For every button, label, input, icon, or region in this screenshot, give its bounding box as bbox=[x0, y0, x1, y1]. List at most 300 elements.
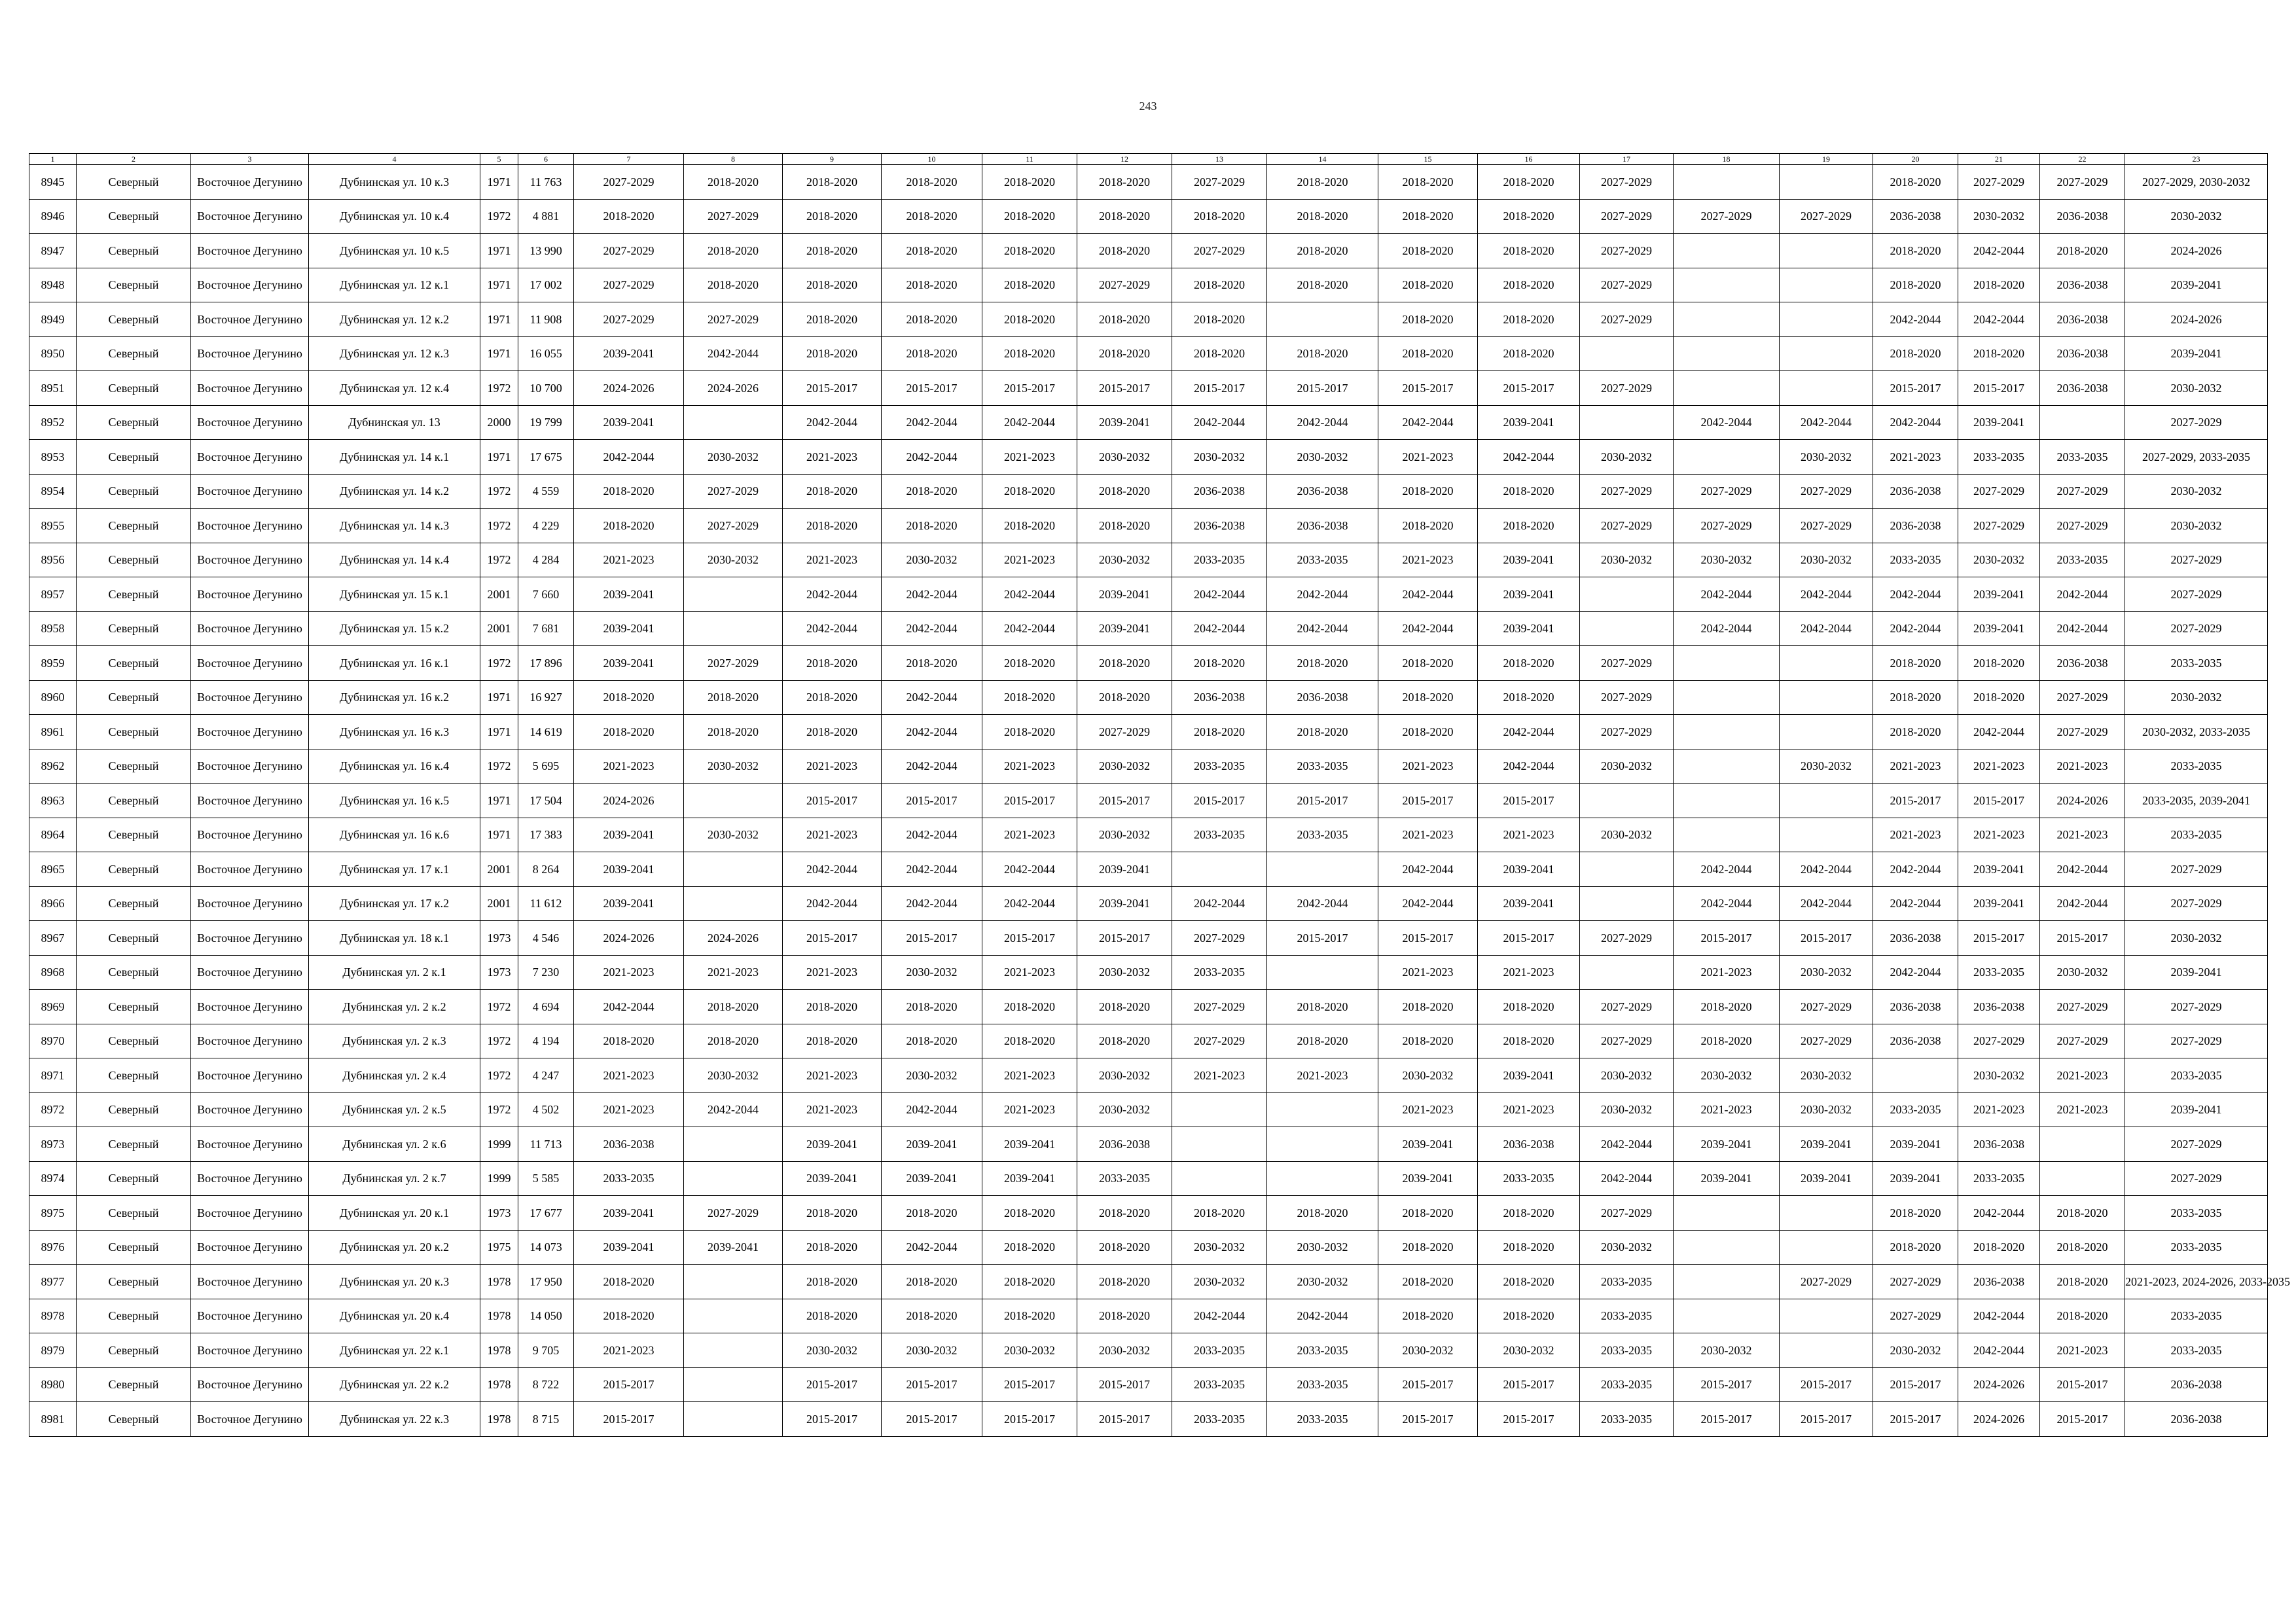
period-cell: 2018-2020 bbox=[1873, 336, 1958, 371]
period-cell: 2018-2020 bbox=[574, 680, 684, 715]
table-row bbox=[29, 1058, 2268, 1093]
period-cell: 2033-2035 bbox=[1580, 1333, 1674, 1368]
area-cell: Восточное Дегунино bbox=[191, 336, 309, 371]
period-cell: 2030-2032 bbox=[1077, 1333, 1172, 1368]
period-cell: 2030-2032 bbox=[1478, 1333, 1580, 1368]
column-number: 17 bbox=[1580, 154, 1674, 165]
period-cell: 2036-2038 bbox=[1267, 474, 1378, 509]
address-cell: Дубнинская ул. 10 к.4 bbox=[309, 199, 480, 234]
period-cell: 2036-2038 bbox=[1873, 1024, 1958, 1058]
period-cell: 2024-2026 bbox=[1958, 1367, 2040, 1402]
period-cell: 2018-2020 bbox=[982, 302, 1077, 337]
period-cell: 2021-2023 bbox=[982, 749, 1077, 784]
period-cell: 2030-2032 bbox=[1378, 1058, 1478, 1093]
period-cell: 2021-2023 bbox=[574, 1092, 684, 1127]
district-cell: Северный bbox=[77, 784, 191, 818]
period-cell: 2021-2023 bbox=[1873, 818, 1958, 852]
period-cell: 2042-2044 bbox=[783, 886, 882, 921]
address-cell: Дубнинская ул. 22 к.3 bbox=[309, 1402, 480, 1437]
period-cell bbox=[1580, 611, 1674, 646]
period-cell: 2018-2020 bbox=[1478, 474, 1580, 509]
period-cell: 2042-2044 bbox=[1478, 440, 1580, 475]
year-cell: 1972 bbox=[480, 543, 518, 577]
period-cell: 2042-2044 bbox=[1580, 1161, 1674, 1196]
period-cell: 2042-2044 bbox=[982, 852, 1077, 887]
period-cell: 2039-2041 bbox=[574, 886, 684, 921]
period-cell: 2018-2020 bbox=[1077, 680, 1172, 715]
district-cell: Северный bbox=[77, 474, 191, 509]
period-cell: 2018-2020 bbox=[882, 474, 982, 509]
period-cell: 2015-2017 bbox=[1378, 784, 1478, 818]
row-number-cell: 8959 bbox=[29, 646, 77, 681]
period-cell: 2021-2023 bbox=[982, 818, 1077, 852]
table-row bbox=[29, 646, 2268, 681]
area-cell: Восточное Дегунино bbox=[191, 784, 309, 818]
period-cell: 2027-2029 bbox=[1580, 165, 1674, 200]
period-cell: 2027-2029 bbox=[684, 199, 783, 234]
period-cell: 2030-2032 bbox=[982, 1333, 1077, 1368]
period-cell bbox=[1674, 1299, 1780, 1333]
address-cell: Дубнинская ул. 16 к.5 bbox=[309, 784, 480, 818]
address-cell: Дубнинская ул. 14 к.1 bbox=[309, 440, 480, 475]
period-cell: 2027-2029 bbox=[1580, 371, 1674, 406]
row-number-cell: 8954 bbox=[29, 474, 77, 509]
address-cell: Дубнинская ул. 16 к.6 bbox=[309, 818, 480, 852]
period-cell: 2030-2032 bbox=[2125, 199, 2268, 234]
period-cell: 2018-2020 bbox=[1172, 199, 1267, 234]
period-cell: 2042-2044 bbox=[1780, 886, 1873, 921]
area-value-cell: 19 799 bbox=[518, 405, 574, 440]
period-cell: 2033-2035 bbox=[2125, 1333, 2268, 1368]
period-cell bbox=[1674, 1230, 1780, 1265]
period-cell bbox=[1580, 336, 1674, 371]
period-cell: 2042-2044 bbox=[684, 1092, 783, 1127]
period-cell: 2018-2020 bbox=[684, 990, 783, 1024]
period-cell: 2033-2035 bbox=[574, 1161, 684, 1196]
year-cell: 1999 bbox=[480, 1161, 518, 1196]
year-cell: 1972 bbox=[480, 990, 518, 1024]
period-cell: 2018-2020 bbox=[574, 715, 684, 749]
period-cell: 2018-2020 bbox=[574, 1024, 684, 1058]
period-cell: 2018-2020 bbox=[574, 474, 684, 509]
period-cell: 2015-2017 bbox=[1077, 371, 1172, 406]
year-cell: 1972 bbox=[480, 509, 518, 543]
district-cell: Северный bbox=[77, 1333, 191, 1368]
column-number-row bbox=[29, 154, 2268, 165]
period-cell: 2015-2017 bbox=[1674, 921, 1780, 956]
period-cell: 2030-2032 bbox=[882, 1058, 982, 1093]
period-cell: 2039-2041 bbox=[574, 818, 684, 852]
year-cell: 1972 bbox=[480, 1058, 518, 1093]
district-cell: Северный bbox=[77, 440, 191, 475]
period-cell: 2027-2029 bbox=[1580, 199, 1674, 234]
period-cell: 2021-2023 bbox=[1378, 818, 1478, 852]
column-number: 1 bbox=[29, 154, 77, 165]
period-cell: 2039-2041 bbox=[1077, 405, 1172, 440]
period-cell: 2042-2044 bbox=[1780, 405, 1873, 440]
period-cell: 2018-2020 bbox=[783, 1265, 882, 1299]
row-number-cell: 8947 bbox=[29, 234, 77, 268]
period-cell: 2027-2029 bbox=[1674, 474, 1780, 509]
district-cell: Северный bbox=[77, 715, 191, 749]
period-cell: 2039-2041 bbox=[1378, 1127, 1478, 1162]
period-cell: 2042-2044 bbox=[1873, 302, 1958, 337]
period-cell: 2042-2044 bbox=[1873, 955, 1958, 990]
period-cell: 2039-2041 bbox=[574, 852, 684, 887]
period-cell: 2033-2035 bbox=[1958, 1161, 2040, 1196]
row-number-cell: 8952 bbox=[29, 405, 77, 440]
period-cell: 2033-2035 bbox=[1267, 543, 1378, 577]
period-cell: 2030-2032 bbox=[1780, 1058, 1873, 1093]
period-cell: 2018-2020 bbox=[1478, 199, 1580, 234]
period-cell: 2018-2020 bbox=[882, 1299, 982, 1333]
area-cell: Восточное Дегунино bbox=[191, 818, 309, 852]
table-row bbox=[29, 818, 2268, 852]
period-cell: 2042-2044 bbox=[882, 405, 982, 440]
period-cell: 2033-2035 bbox=[1958, 955, 2040, 990]
table-row bbox=[29, 715, 2268, 749]
column-number: 20 bbox=[1873, 154, 1958, 165]
period-cell: 2018-2020 bbox=[783, 1299, 882, 1333]
period-cell: 2030-2032 bbox=[1077, 440, 1172, 475]
period-cell: 2042-2044 bbox=[982, 886, 1077, 921]
period-cell: 2030-2032 bbox=[1077, 1092, 1172, 1127]
period-cell: 2018-2020 bbox=[2040, 234, 2125, 268]
area-value-cell: 17 677 bbox=[518, 1196, 574, 1231]
period-cell: 2018-2020 bbox=[2040, 1299, 2125, 1333]
period-cell: 2018-2020 bbox=[1378, 1230, 1478, 1265]
period-cell: 2030-2032 bbox=[1674, 1333, 1780, 1368]
table-row bbox=[29, 955, 2268, 990]
period-cell: 2015-2017 bbox=[1478, 1402, 1580, 1437]
period-cell bbox=[684, 784, 783, 818]
period-cell: 2018-2020 bbox=[1267, 715, 1378, 749]
period-cell: 2030-2032 bbox=[1267, 1230, 1378, 1265]
period-cell: 2018-2020 bbox=[1873, 1196, 1958, 1231]
period-cell: 2030-2032 bbox=[684, 1058, 783, 1093]
period-cell: 2039-2041 bbox=[1478, 886, 1580, 921]
period-cell: 2018-2020 bbox=[1077, 1265, 1172, 1299]
period-cell: 2021-2023 bbox=[574, 955, 684, 990]
district-cell: Северный bbox=[77, 302, 191, 337]
period-cell: 2027-2029 bbox=[1580, 474, 1674, 509]
table-row bbox=[29, 234, 2268, 268]
period-cell: 2018-2020 bbox=[982, 268, 1077, 302]
period-cell bbox=[1267, 1092, 1378, 1127]
period-cell: 2027-2029 bbox=[574, 165, 684, 200]
period-cell: 2015-2017 bbox=[982, 784, 1077, 818]
period-cell: 2027-2029 bbox=[1958, 474, 2040, 509]
period-cell: 2015-2017 bbox=[882, 1367, 982, 1402]
period-cell: 2027-2029 bbox=[1172, 921, 1267, 956]
period-cell: 2042-2044 bbox=[882, 852, 982, 887]
district-cell: Северный bbox=[77, 990, 191, 1024]
period-cell: 2033-2035 bbox=[1077, 1161, 1172, 1196]
column-number: 7 bbox=[574, 154, 684, 165]
period-cell: 2015-2017 bbox=[1478, 1367, 1580, 1402]
period-cell bbox=[1674, 1265, 1780, 1299]
address-cell: Дубнинская ул. 2 к.2 bbox=[309, 990, 480, 1024]
table-row bbox=[29, 474, 2268, 509]
period-cell bbox=[684, 405, 783, 440]
period-cell: 2021-2023 bbox=[2040, 818, 2125, 852]
period-cell: 2036-2038 bbox=[2125, 1367, 2268, 1402]
period-cell: 2024-2026 bbox=[574, 784, 684, 818]
period-cell: 2018-2020 bbox=[982, 509, 1077, 543]
table-row bbox=[29, 1402, 2268, 1437]
period-cell: 2018-2020 bbox=[882, 1196, 982, 1231]
year-cell: 2001 bbox=[480, 611, 518, 646]
period-cell: 2039-2041 bbox=[1077, 852, 1172, 887]
period-cell: 2033-2035 bbox=[2040, 543, 2125, 577]
period-cell: 2030-2032 bbox=[1580, 1230, 1674, 1265]
period-cell: 2018-2020 bbox=[882, 268, 982, 302]
address-cell: Дубнинская ул. 18 к.1 bbox=[309, 921, 480, 956]
row-number-cell: 8948 bbox=[29, 268, 77, 302]
period-cell: 2042-2044 bbox=[1873, 577, 1958, 612]
period-cell: 2042-2044 bbox=[1873, 886, 1958, 921]
period-cell: 2015-2017 bbox=[1478, 784, 1580, 818]
area-cell: Восточное Дегунино bbox=[191, 1161, 309, 1196]
period-cell: 2021-2023 bbox=[2040, 1058, 2125, 1093]
period-cell: 2027-2029 bbox=[2125, 1161, 2268, 1196]
period-cell: 2030-2032 bbox=[2125, 509, 2268, 543]
period-cell: 2024-2026 bbox=[2125, 234, 2268, 268]
period-cell: 2018-2020 bbox=[1958, 268, 2040, 302]
area-value-cell: 13 990 bbox=[518, 234, 574, 268]
period-cell: 2033-2035 bbox=[1172, 1402, 1267, 1437]
period-cell bbox=[1674, 268, 1780, 302]
period-cell: 2027-2029 bbox=[2125, 1024, 2268, 1058]
period-cell: 2015-2017 bbox=[982, 371, 1077, 406]
period-cell: 2018-2020 bbox=[982, 1265, 1077, 1299]
period-cell: 2018-2020 bbox=[1478, 990, 1580, 1024]
area-value-cell: 17 950 bbox=[518, 1265, 574, 1299]
period-cell: 2015-2017 bbox=[882, 784, 982, 818]
period-cell: 2018-2020 bbox=[1478, 234, 1580, 268]
period-cell: 2021-2023 bbox=[783, 1092, 882, 1127]
table-row bbox=[29, 509, 2268, 543]
period-cell: 2024-2026 bbox=[574, 921, 684, 956]
period-cell: 2042-2044 bbox=[783, 611, 882, 646]
period-cell: 2018-2020 bbox=[1378, 268, 1478, 302]
period-cell: 2018-2020 bbox=[783, 302, 882, 337]
period-cell: 2042-2044 bbox=[1958, 234, 2040, 268]
column-number: 18 bbox=[1674, 154, 1780, 165]
period-cell: 2039-2041 bbox=[574, 1196, 684, 1231]
period-cell: 2018-2020 bbox=[1378, 234, 1478, 268]
period-cell: 2018-2020 bbox=[1077, 990, 1172, 1024]
row-number-cell: 8981 bbox=[29, 1402, 77, 1437]
period-cell: 2015-2017 bbox=[1873, 1402, 1958, 1437]
period-cell: 2018-2020 bbox=[1478, 1265, 1580, 1299]
period-cell: 2027-2029 bbox=[684, 1196, 783, 1231]
period-cell: 2018-2020 bbox=[1077, 336, 1172, 371]
period-cell: 2042-2044 bbox=[2040, 852, 2125, 887]
period-cell: 2027-2029 bbox=[1580, 268, 1674, 302]
period-cell: 2030-2032 bbox=[2125, 680, 2268, 715]
area-value-cell: 9 705 bbox=[518, 1333, 574, 1368]
period-cell: 2027-2029 bbox=[684, 509, 783, 543]
period-cell: 2030-2032 bbox=[1172, 1230, 1267, 1265]
period-cell: 2033-2035 bbox=[2040, 440, 2125, 475]
district-cell: Северный bbox=[77, 955, 191, 990]
period-cell: 2018-2020 bbox=[1077, 474, 1172, 509]
period-cell: 2021-2023 bbox=[574, 749, 684, 784]
period-cell: 2024-2026 bbox=[2125, 302, 2268, 337]
period-cell: 2030-2032 bbox=[1267, 440, 1378, 475]
address-cell: Дубнинская ул. 17 к.2 bbox=[309, 886, 480, 921]
year-cell: 1973 bbox=[480, 921, 518, 956]
table-row bbox=[29, 302, 2268, 337]
period-cell: 2018-2020 bbox=[1674, 990, 1780, 1024]
period-cell: 2033-2035 bbox=[2125, 1196, 2268, 1231]
period-cell: 2015-2017 bbox=[1077, 921, 1172, 956]
period-cell: 2018-2020 bbox=[1873, 715, 1958, 749]
district-cell: Северный bbox=[77, 234, 191, 268]
period-cell: 2015-2017 bbox=[783, 921, 882, 956]
year-cell: 1972 bbox=[480, 1092, 518, 1127]
period-cell: 2018-2020 bbox=[1172, 646, 1267, 681]
period-cell: 2027-2029 bbox=[574, 302, 684, 337]
district-cell: Северный bbox=[77, 268, 191, 302]
district-cell: Северный bbox=[77, 1127, 191, 1162]
period-cell: 2024-2026 bbox=[684, 371, 783, 406]
period-cell: 2042-2044 bbox=[2040, 611, 2125, 646]
address-cell: Дубнинская ул. 17 к.1 bbox=[309, 852, 480, 887]
year-cell: 1972 bbox=[480, 1024, 518, 1058]
period-cell: 2015-2017 bbox=[1873, 371, 1958, 406]
area-value-cell: 16 927 bbox=[518, 680, 574, 715]
period-cell: 2018-2020 bbox=[1378, 336, 1478, 371]
period-cell: 2039-2041 bbox=[1378, 1161, 1478, 1196]
period-cell bbox=[1674, 1196, 1780, 1231]
period-cell: 2018-2020 bbox=[982, 234, 1077, 268]
column-number: 11 bbox=[982, 154, 1077, 165]
period-cell: 2042-2044 bbox=[684, 336, 783, 371]
period-cell: 2027-2029 bbox=[1580, 1196, 1674, 1231]
period-cell: 2018-2020 bbox=[1478, 1196, 1580, 1231]
period-cell bbox=[684, 1333, 783, 1368]
period-cell: 2039-2041 bbox=[2125, 1092, 2268, 1127]
row-number-cell: 8963 bbox=[29, 784, 77, 818]
area-value-cell: 8 722 bbox=[518, 1367, 574, 1402]
period-cell bbox=[2040, 1127, 2125, 1162]
year-cell: 1971 bbox=[480, 715, 518, 749]
period-cell: 2039-2041 bbox=[2125, 955, 2268, 990]
period-cell: 2033-2035 bbox=[1873, 543, 1958, 577]
period-cell: 2021-2023 bbox=[1172, 1058, 1267, 1093]
period-cell: 2018-2020 bbox=[684, 1024, 783, 1058]
period-cell: 2042-2044 bbox=[1674, 577, 1780, 612]
period-cell: 2027-2029 bbox=[2125, 886, 2268, 921]
period-cell: 2015-2017 bbox=[1378, 1402, 1478, 1437]
row-number-cell: 8964 bbox=[29, 818, 77, 852]
period-cell: 2036-2038 bbox=[2040, 268, 2125, 302]
period-cell: 2042-2044 bbox=[882, 886, 982, 921]
period-cell: 2021-2023 bbox=[1267, 1058, 1378, 1093]
district-cell: Северный bbox=[77, 577, 191, 612]
period-cell: 2039-2041 bbox=[574, 577, 684, 612]
year-cell: 1971 bbox=[480, 302, 518, 337]
period-cell: 2039-2041 bbox=[1958, 405, 2040, 440]
period-cell: 2036-2038 bbox=[1172, 509, 1267, 543]
period-cell: 2021-2023 bbox=[982, 440, 1077, 475]
period-cell: 2018-2020 bbox=[1378, 474, 1478, 509]
period-cell: 2018-2020 bbox=[1077, 646, 1172, 681]
period-cell bbox=[1780, 818, 1873, 852]
table-row bbox=[29, 1127, 2268, 1162]
period-cell: 2015-2017 bbox=[882, 371, 982, 406]
area-cell: Восточное Дегунино bbox=[191, 577, 309, 612]
row-number-cell: 8972 bbox=[29, 1092, 77, 1127]
period-cell: 2030-2032 bbox=[1674, 543, 1780, 577]
period-cell bbox=[1172, 1092, 1267, 1127]
period-cell: 2021-2023 bbox=[1674, 1092, 1780, 1127]
table-row bbox=[29, 680, 2268, 715]
area-cell: Восточное Дегунино bbox=[191, 302, 309, 337]
period-cell: 2018-2020 bbox=[1172, 1196, 1267, 1231]
area-cell: Восточное Дегунино bbox=[191, 1230, 309, 1265]
period-cell: 2036-2038 bbox=[2040, 646, 2125, 681]
period-cell: 2015-2017 bbox=[1873, 784, 1958, 818]
period-cell: 2018-2020 bbox=[982, 990, 1077, 1024]
year-cell: 2001 bbox=[480, 852, 518, 887]
column-number: 14 bbox=[1267, 154, 1378, 165]
period-cell: 2021-2023 bbox=[783, 543, 882, 577]
period-cell: 2033-2035 bbox=[1267, 1333, 1378, 1368]
period-cell: 2033-2035 bbox=[2125, 646, 2268, 681]
period-cell: 2018-2020 bbox=[684, 165, 783, 200]
area-cell: Восточное Дегунино bbox=[191, 543, 309, 577]
period-cell: 2036-2038 bbox=[1873, 990, 1958, 1024]
period-cell: 2021-2023 bbox=[1378, 440, 1478, 475]
period-cell bbox=[1580, 784, 1674, 818]
period-cell: 2021-2023 bbox=[1873, 440, 1958, 475]
area-cell: Восточное Дегунино bbox=[191, 921, 309, 956]
area-value-cell: 4 194 bbox=[518, 1024, 574, 1058]
period-cell: 2018-2020 bbox=[882, 234, 982, 268]
period-cell: 2030-2032 bbox=[684, 543, 783, 577]
period-cell: 2018-2020 bbox=[982, 646, 1077, 681]
period-cell: 2039-2041 bbox=[1077, 577, 1172, 612]
area-value-cell: 10 700 bbox=[518, 371, 574, 406]
area-cell: Восточное Дегунино bbox=[191, 234, 309, 268]
period-cell: 2027-2029 bbox=[1780, 1024, 1873, 1058]
period-cell: 2033-2035 bbox=[1172, 1333, 1267, 1368]
period-cell: 2042-2044 bbox=[1172, 886, 1267, 921]
district-cell: Северный bbox=[77, 1402, 191, 1437]
area-cell: Восточное Дегунино bbox=[191, 199, 309, 234]
area-value-cell: 4 881 bbox=[518, 199, 574, 234]
district-cell: Северный bbox=[77, 165, 191, 200]
table-row bbox=[29, 611, 2268, 646]
period-cell: 2015-2017 bbox=[574, 1402, 684, 1437]
period-cell: 2015-2017 bbox=[1958, 371, 2040, 406]
period-cell: 2042-2044 bbox=[574, 990, 684, 1024]
period-cell: 2018-2020 bbox=[1077, 1230, 1172, 1265]
period-cell bbox=[684, 611, 783, 646]
address-cell: Дубнинская ул. 10 к.5 bbox=[309, 234, 480, 268]
year-cell: 1972 bbox=[480, 371, 518, 406]
district-cell: Северный bbox=[77, 886, 191, 921]
period-cell: 2021-2023 bbox=[982, 1092, 1077, 1127]
period-cell: 2030-2032 bbox=[2040, 955, 2125, 990]
period-cell bbox=[684, 1299, 783, 1333]
period-cell: 2018-2020 bbox=[1873, 165, 1958, 200]
row-number-cell: 8962 bbox=[29, 749, 77, 784]
district-cell: Северный bbox=[77, 1265, 191, 1299]
